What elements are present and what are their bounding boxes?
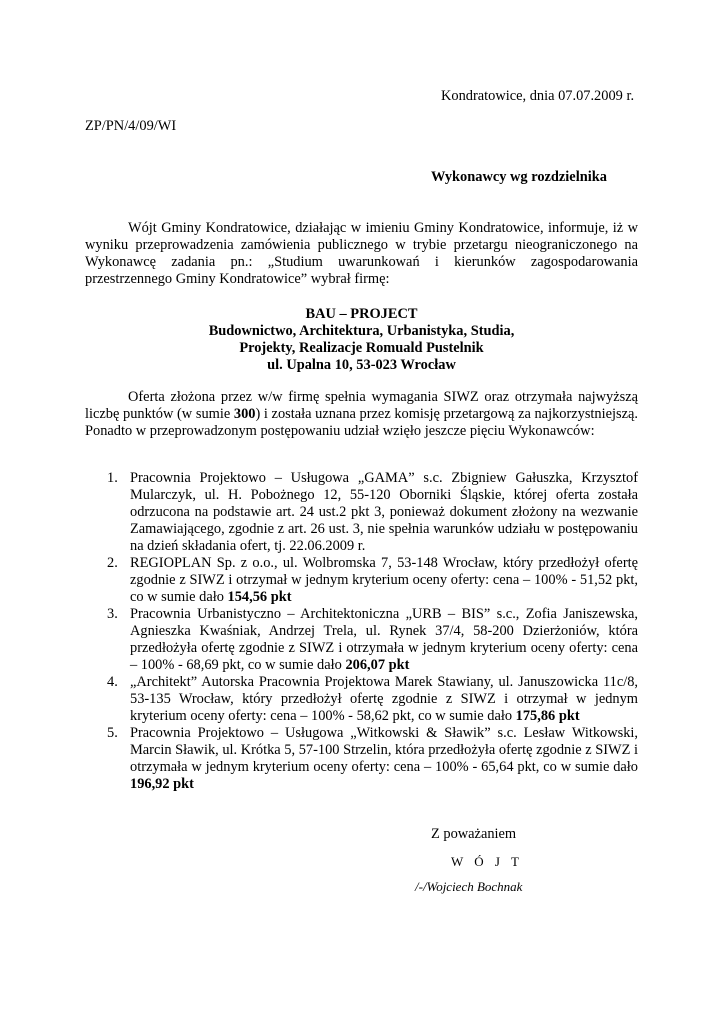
offer-text-1: Oferta złożona przez w/w firmę spełnia wymagania SIWZ oraz otrzymała najwyższą liczbę punktów (w sumie <box>85 389 638 422</box>
list-item-number: 3. <box>107 606 118 622</box>
list-item-number: 2. <box>107 555 118 571</box>
list-item-total: 154,56 pkt <box>227 589 292 605</box>
list-item <box>85 470 638 555</box>
list-item-total: 175,86 pkt <box>515 708 580 724</box>
list-item-text: REGIOPLAN Sp. z o.o., ul. Wolbromska 7, 53-148 Wrocław, który przedłożył ofertę zgodnie z SIWZ i otrzymał w jednym kryterium oceny oferty: cena – 100% - 51,52 pkt, co w sumie dało <box>130 555 638 605</box>
list-item-text: „Architekt” Autorska Pracownia Projektowa Marek Stawiany, ul. Januszowicka 11c/8, 53-135 Wrocław, który przedłożył ofertę zgodnie z SIWZ i otrzymał w jednym kryterium oceny oferty: cena – 100% - 58,62 pkt, co w sumie dało <box>130 674 638 724</box>
offer-points: 300 <box>233 406 256 422</box>
intro-paragraph <box>85 220 638 288</box>
place-date: Kondratowice, dnia 07.07.2009 r. <box>441 88 635 104</box>
winner-name: BAU – PROJECT <box>305 306 418 322</box>
list-item <box>85 674 638 725</box>
winner-address: ul. Upalna 10, 53-023 Wrocław <box>267 357 456 373</box>
list-item <box>85 606 638 674</box>
list-item-number: 4. <box>107 674 118 690</box>
list-item-text: Pracownia Projektowo – Usługowa „GAMA” s.c. Zbigniew Gałuszka, Krzysztof Mularczyk, ul. H. Pobożnego 12, 55-120 Oborniki Śląskie, której oferta została odrzucona na podstawie art. 24 ust.2 pkt 3, ponieważ dokument złożony na wezwanie Zamawiającego, zgodnie z art. 26 ust. 3, nie spełnia warunków udziału w postępowaniu na dzień składania ofert, tj. 22.06.2009 r. <box>130 470 638 554</box>
list-item <box>85 725 638 793</box>
signatory-title: W Ó J T <box>451 854 523 869</box>
bidders-list <box>85 470 638 793</box>
list-item-total: 196,92 pkt <box>130 776 194 792</box>
winner-line-3: Projekty, Realizacje Romuald Pustelnik <box>239 340 484 356</box>
closing-salutation: Z poważaniem <box>431 826 517 842</box>
list-item-text: Pracownia Projektowo – Usługowa „Witkowski & Sławik” s.c. Lesław Witkowski, Marcin Sławik, ul. Krótka 5, 57-100 Strzelin, która przedłożyła ofertę zgodnie z SIWZ i otrzymała w jednym kryterium oceny oferty: cena – 100% - 65,64 pkt, co w sumie dało <box>130 725 638 775</box>
list-item-number: 5. <box>107 725 118 741</box>
winner-line-2: Budownictwo, Architektura, Urbanistyka, Studia, <box>208 323 515 339</box>
recipient-heading: Wykonawcy wg rozdzielnika <box>431 169 607 185</box>
list-item-number: 1. <box>107 470 118 486</box>
offer-paragraph <box>85 389 638 440</box>
list-item <box>85 555 638 606</box>
reference-number: ZP/PN/4/09/WI <box>85 118 177 134</box>
signature: /-/Wojciech Bochnak <box>415 879 523 894</box>
winner-block <box>85 306 638 374</box>
list-item-total: 206,07 pkt <box>345 657 410 673</box>
list-item-text: Pracownia Urbanistyczno – Architektoniczna „URB – BIS” s.c., Zofia Janiszewska, Agnieszka Kwaśniak, Andrzej Trela, ul. Rynek 37/4, 58-200 Dzierżoniów, która przedłożyła ofertę zgodnie z SIWZ i otrzymała w jednym kryterium oceny oferty: cena – 100% - 68,69 pkt, co w sumie dało <box>130 606 638 673</box>
offer-text-2: ) i została uznana przez komisję przetargową za najkorzystniejszą. Ponadto w przeprowadzonym postępowaniu udział wzięło jeszcze pięciu Wykonawców: <box>85 406 638 439</box>
intro-text: Wójt Gminy Kondratowice, działając w imieniu Gminy Kondratowice, informuje, iż w wyniku przeprowadzenia zamówienia publicznego w trybie przetargu nieograniczonego na Wykonawcę zadania pn.: „Studium uwarunkowań i kierunków zagospodarowania przestrzennego Gminy Kondratowice” wybrał firmę: <box>85 220 638 287</box>
